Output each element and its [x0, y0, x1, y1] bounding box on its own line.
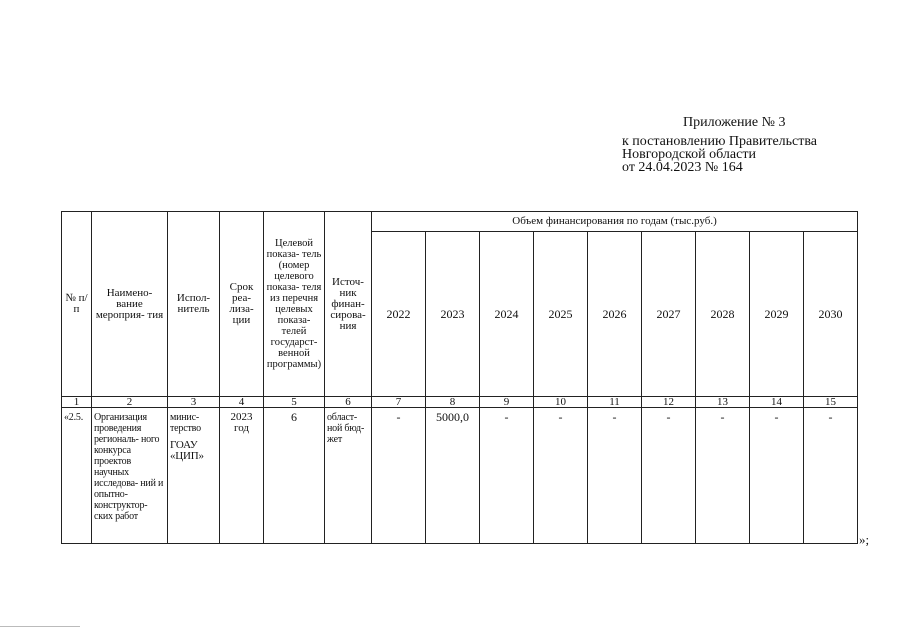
header-year-2029: 2029 [750, 232, 804, 397]
row-value-2030: - [804, 408, 858, 544]
funding-table [61, 211, 858, 544]
row-value-2027: - [642, 408, 696, 544]
col-number-1: 1 [62, 397, 92, 408]
row-name: Организация проведения региональ- ного конкурса проектов научных исследова- ний и опытно- конструктор- ских работ [92, 408, 168, 544]
row-value-2025: - [534, 408, 588, 544]
closing-quote: »; [859, 532, 870, 547]
row-target: 6 [264, 408, 325, 544]
row-executor-goau: ГОАУ «ЦИП» [170, 439, 204, 462]
col-number-12: 12 [642, 397, 696, 408]
header-no: № п/п [62, 212, 92, 397]
header-year-2027: 2027 [642, 232, 696, 397]
col-number-4: 4 [220, 397, 264, 408]
col-number-5: 5 [264, 397, 325, 408]
header-year-2024: 2024 [480, 232, 534, 397]
row-value-2028: - [696, 408, 750, 544]
appendix-ref-line-2: Новгородской области [622, 147, 756, 162]
header-target: Целевой показа- тель (номер целевого показа- теля из перечня целевых показа- телей государст- венной программы) [264, 212, 325, 397]
col-number-9: 9 [480, 397, 534, 408]
appendix-ref-line-3: от 24.04.2023 № 164 [622, 160, 743, 175]
col-number-13: 13 [696, 397, 750, 408]
col-number-14: 14 [750, 397, 804, 408]
col-number-7: 7 [372, 397, 426, 408]
col-number-3: 3 [168, 397, 220, 408]
table-row [62, 408, 858, 544]
col-number-11: 11 [588, 397, 642, 408]
row-term: 2023 год [220, 408, 264, 544]
header-funding: Объем финансирования по годам (тыс.руб.) [372, 212, 858, 232]
header-name: Наимено- вание мероприя- тия [92, 212, 168, 397]
row-value-2022: - [372, 408, 426, 544]
row-no: «2.5. [62, 408, 92, 544]
col-number-8: 8 [426, 397, 480, 408]
row-value-2024: - [480, 408, 534, 544]
row-value-2029: - [750, 408, 804, 544]
header-executor: Испол- нитель [168, 212, 220, 397]
header-year-2026: 2026 [588, 232, 642, 397]
header-year-2023: 2023 [426, 232, 480, 397]
header-term: Срок реа- лиза- ции [220, 212, 264, 397]
row-executor [168, 408, 220, 544]
header-year-2025: 2025 [534, 232, 588, 397]
header-year-2030: 2030 [804, 232, 858, 397]
header-year-2028: 2028 [696, 232, 750, 397]
col-number-10: 10 [534, 397, 588, 408]
col-number-15: 15 [804, 397, 858, 408]
appendix-title: Приложение № 3 [683, 115, 786, 130]
page-edge-line [0, 626, 80, 627]
appendix-ref-line-1: к постановлению Правительства [622, 134, 818, 149]
col-number-6: 6 [325, 397, 372, 408]
row-value-2026: - [588, 408, 642, 544]
header-source: Источ- ник финан- сирова- ния [325, 212, 372, 397]
row-executor-ministry: минис- терство [170, 412, 201, 434]
header-year-2022: 2022 [372, 232, 426, 397]
row-source: област- ной бюд- жет [325, 408, 372, 544]
row-value-2023: 5000,0 [426, 408, 480, 544]
col-number-2: 2 [92, 397, 168, 408]
